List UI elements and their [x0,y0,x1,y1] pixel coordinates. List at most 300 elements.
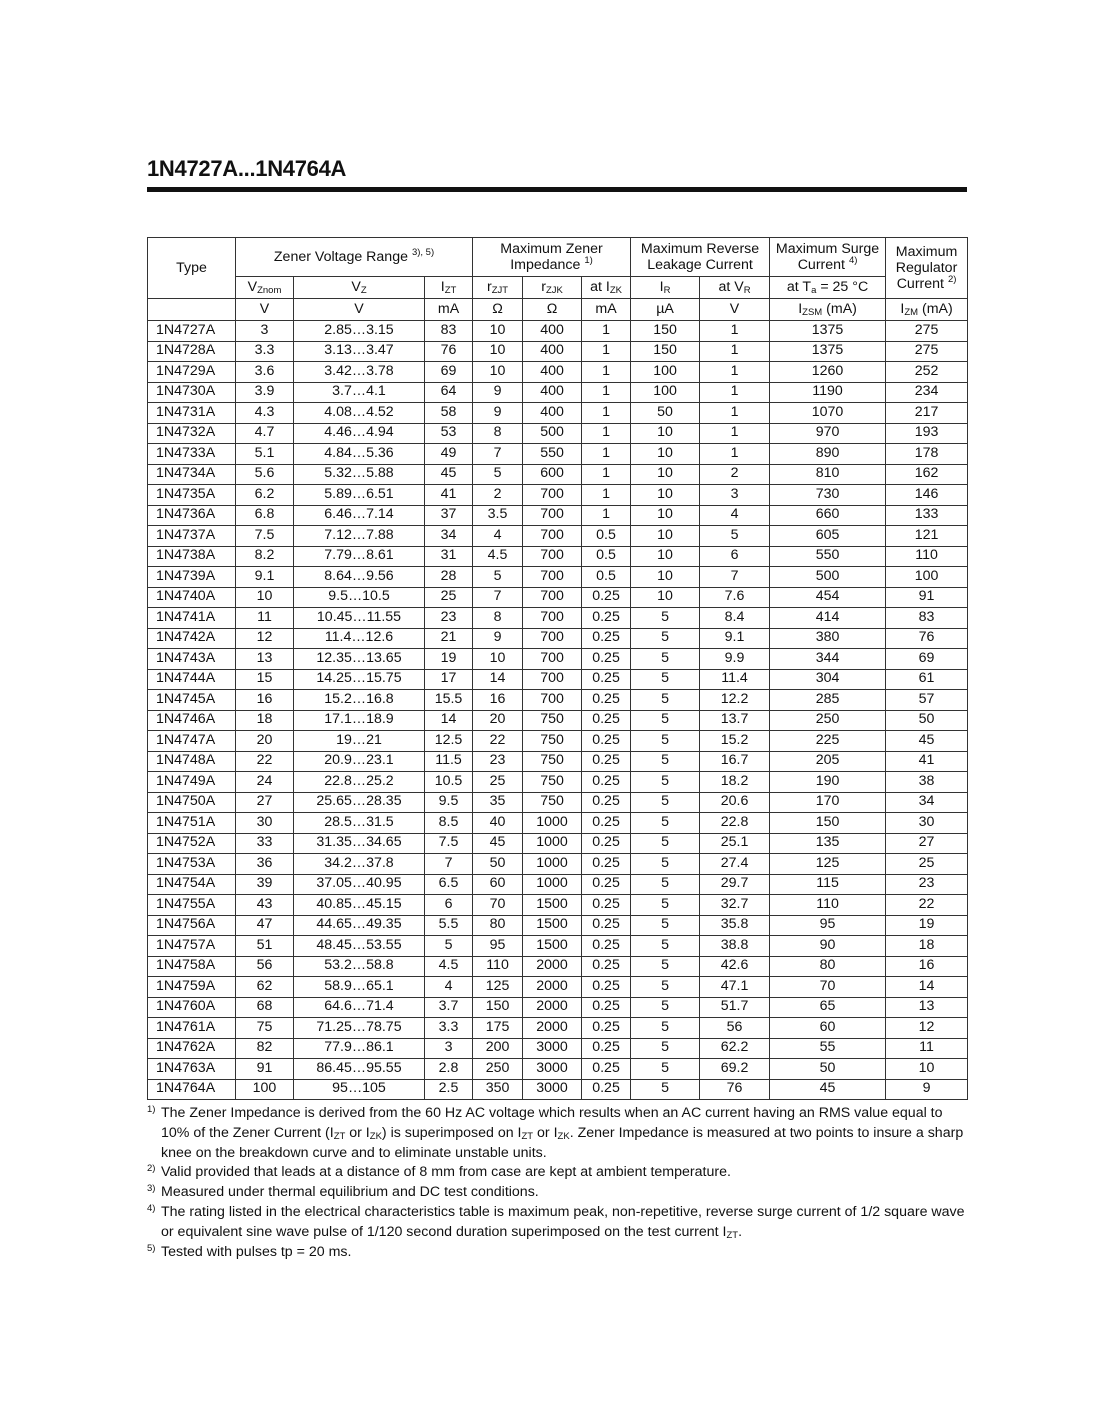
table-row [148,1038,968,1059]
cell-at-vr: 18.2 [700,772,770,793]
cell-vz: 77.9…86.1 [294,1038,425,1059]
cell-rzjt: 8 [473,608,523,629]
cell-at-izk: 1 [582,444,631,465]
cell-rzjk: 2000 [523,956,582,977]
cell-type: 1N4763A [148,1059,236,1080]
cell-izsm: 250 [770,710,886,731]
cell-rzjk: 700 [523,587,582,608]
cell-at-izk: 0.25 [582,1079,631,1100]
footnote [147,1243,967,1263]
cell-vznom: 13 [236,649,294,670]
cell-izt: 3 [425,1038,473,1059]
subheader-rzjk: $r_{ZJK}$ [523,277,582,299]
cell-at-vr: 76 [700,1079,770,1100]
table-row [148,854,968,875]
cell-rzjk: 400 [523,341,582,362]
cell-at-vr: 56 [700,1018,770,1039]
cell-vz: 10.45…11.55 [294,608,425,629]
cell-ir: 10 [631,505,700,526]
cell-at-izk: 0.25 [582,1018,631,1039]
cell-izsm: 890 [770,444,886,465]
cell-izt: 23 [425,608,473,629]
cell-rzjt: 9 [473,403,523,424]
cell-izsm: 190 [770,772,886,793]
cell-izt: 58 [425,403,473,424]
unit-izsm: $I_{ZSM}$ (mA) [770,299,886,321]
cell-rzjt: 8 [473,423,523,444]
footnote-text: The Zener Impedance is derived from the 60 Hz AC voltage which results when an AC current having an RMS value equal to 10% of the Zener Current ($I_{ZT}$ or $I_{ZK}$) is superimposed on $I_{ZT}$ or $I_{ZK}$. Zener Impedance is measured at two points to insure a sharp knee on the breakdown curve and to eliminate unstable units. [161,1105,964,1161]
cell-vznom: 3.3 [236,341,294,362]
cell-rzjt: 350 [473,1079,523,1100]
cell-rzjt: 10 [473,362,523,383]
cell-izt: 2.5 [425,1079,473,1100]
cell-type: 1N4734A [148,464,236,485]
cell-at-izk: 1 [582,341,631,362]
cell-izsm: 285 [770,690,886,711]
cell-vznom: 39 [236,874,294,895]
cell-at-izk: 0.25 [582,997,631,1018]
cell-izt: 6 [425,895,473,916]
cell-izt: 21 [425,628,473,649]
cell-at-izk: 0.25 [582,915,631,936]
cell-vznom: 3.6 [236,362,294,383]
cell-izt: 53 [425,423,473,444]
footnotes [147,1104,967,1262]
cell-izt: 28 [425,567,473,588]
cell-vz: 8.64…9.56 [294,567,425,588]
cell-rzjt: 200 [473,1038,523,1059]
cell-at-izk: 0.5 [582,546,631,567]
cell-rzjt: 45 [473,833,523,854]
cell-rzjk: 1500 [523,936,582,957]
cell-vz: 15.2…16.8 [294,690,425,711]
cell-vz: 4.08…4.52 [294,403,425,424]
cell-izm: 10 [886,1059,968,1080]
cell-rzjk: 400 [523,382,582,403]
cell-vz: 7.79…8.61 [294,546,425,567]
footnote-ref: 3), 5) [411,246,435,258]
cell-vz: 64.6…71.4 [294,997,425,1018]
cell-izm: 45 [886,731,968,752]
cell-vznom: 56 [236,956,294,977]
cell-vznom: 6.8 [236,505,294,526]
cell-type: 1N4740A [148,587,236,608]
cell-izt: 5 [425,936,473,957]
cell-izt: 76 [425,341,473,362]
cell-vznom: 5.1 [236,444,294,465]
cell-at-vr: 62.2 [700,1038,770,1059]
cell-at-izk: 0.25 [582,690,631,711]
electrical-characteristics-table [147,237,968,1100]
table-row [148,526,968,547]
cell-rzjk: 3000 [523,1038,582,1059]
table-row [148,895,968,916]
cell-type: 1N4760A [148,997,236,1018]
cell-at-vr: 9.9 [700,649,770,670]
cell-rzjk: 700 [523,608,582,629]
cell-vznom: 33 [236,833,294,854]
cell-rzjk: 700 [523,669,582,690]
footnote-mark: 2) [147,1163,156,1175]
table-row [148,690,968,711]
footnote-ref: 1) [584,255,593,266]
cell-vz: 71.25…78.75 [294,1018,425,1039]
table-row [148,956,968,977]
cell-ir: 5 [631,895,700,916]
table-row [148,874,968,895]
cell-izsm: 605 [770,526,886,547]
cell-ir: 5 [631,792,700,813]
table-row [148,649,968,670]
cell-ir: 5 [631,813,700,834]
cell-rzjk: 750 [523,772,582,793]
cell-type: 1N4743A [148,649,236,670]
cell-at-izk: 0.25 [582,628,631,649]
table-row [148,464,968,485]
cell-type: 1N4747A [148,731,236,752]
table-row [148,915,968,936]
cell-rzjk: 1000 [523,874,582,895]
cell-ir: 5 [631,628,700,649]
subheader-surge-condition: at $T_a = 25$ °C [770,277,886,299]
cell-rzjk: 3000 [523,1059,582,1080]
cell-at-vr: 8.4 [700,608,770,629]
cell-izsm: 660 [770,505,886,526]
cell-vz: 14.25…15.75 [294,669,425,690]
cell-at-izk: 0.5 [582,526,631,547]
header-max-zener-impedance [473,238,631,277]
cell-izsm: 304 [770,669,886,690]
cell-rzjk: 700 [523,649,582,670]
footnote-mark: 1) [147,1104,156,1115]
cell-izt: 12.5 [425,731,473,752]
cell-at-vr: 29.7 [700,874,770,895]
cell-at-vr: 12.2 [700,690,770,711]
cell-ir: 100 [631,362,700,383]
cell-at-izk: 0.25 [582,587,631,608]
cell-vz: 3.42…3.78 [294,362,425,383]
cell-ir: 5 [631,977,700,998]
cell-rzjk: 2000 [523,977,582,998]
cell-at-vr: 1 [700,321,770,342]
cell-rzjk: 700 [523,690,582,711]
cell-izsm: 50 [770,1059,886,1080]
cell-rzjk: 700 [523,526,582,547]
cell-izsm: 1260 [770,362,886,383]
cell-izm: 19 [886,915,968,936]
cell-ir: 10 [631,423,700,444]
cell-rzjk: 400 [523,403,582,424]
cell-izm: 13 [886,997,968,1018]
cell-izt: 45 [425,464,473,485]
cell-at-vr: 38.8 [700,936,770,957]
cell-at-izk: 0.25 [582,895,631,916]
cell-izsm: 135 [770,833,886,854]
cell-izt: 11.5 [425,751,473,772]
cell-at-izk: 0.25 [582,936,631,957]
cell-izt: 41 [425,485,473,506]
cell-izm: 275 [886,321,968,342]
cell-at-izk: 1 [582,403,631,424]
cell-type: 1N4762A [148,1038,236,1059]
cell-vz: 5.32…5.88 [294,464,425,485]
table-row [148,1018,968,1039]
cell-at-izk: 0.25 [582,977,631,998]
cell-rzjk: 550 [523,444,582,465]
cell-vznom: 51 [236,936,294,957]
cell-vz: 3.13…3.47 [294,341,425,362]
header-max-reverse-leakage-label: Maximum Reverse Leakage Current [640,240,760,273]
header-max-surge-current-label: Maximum Surge Current [775,240,880,273]
header-zener-voltage-range-label: Zener Voltage Range [273,248,408,265]
cell-vznom: 15 [236,669,294,690]
cell-vz: 4.46…4.94 [294,423,425,444]
table-row [148,505,968,526]
cell-vznom: 4.7 [236,423,294,444]
cell-at-izk: 0.25 [582,649,631,670]
cell-type: 1N4742A [148,628,236,649]
cell-izt: 6.5 [425,874,473,895]
cell-rzjk: 700 [523,628,582,649]
cell-rzjt: 14 [473,669,523,690]
cell-izt: 10.5 [425,772,473,793]
cell-type: 1N4730A [148,382,236,403]
cell-at-vr: 20.6 [700,792,770,813]
cell-type: 1N4749A [148,772,236,793]
cell-rzjk: 750 [523,792,582,813]
cell-at-izk: 1 [582,423,631,444]
cell-izm: 12 [886,1018,968,1039]
cell-izt: 4 [425,977,473,998]
table-row [148,444,968,465]
cell-at-vr: 1 [700,341,770,362]
subheader-vznom: $V_{Znom}$ [236,277,294,299]
cell-ir: 100 [631,382,700,403]
cell-izm: 146 [886,485,968,506]
cell-izt: 14 [425,710,473,731]
cell-rzjk: 400 [523,321,582,342]
cell-izsm: 1070 [770,403,886,424]
table-row [148,772,968,793]
cell-izt: 69 [425,362,473,383]
cell-ir: 5 [631,731,700,752]
cell-ir: 5 [631,751,700,772]
cell-rzjk: 600 [523,464,582,485]
cell-izsm: 55 [770,1038,886,1059]
cell-vznom: 6.2 [236,485,294,506]
cell-at-izk: 0.25 [582,669,631,690]
cell-type: 1N4754A [148,874,236,895]
cell-type: 1N4758A [148,956,236,977]
cell-vz: 95…105 [294,1079,425,1100]
cell-vznom: 10 [236,587,294,608]
cell-type: 1N4739A [148,567,236,588]
table-row [148,731,968,752]
cell-izm: 50 [886,710,968,731]
cell-at-vr: 35.8 [700,915,770,936]
cell-type: 1N4764A [148,1079,236,1100]
cell-izt: 19 [425,649,473,670]
cell-at-vr: 51.7 [700,997,770,1018]
cell-rzjt: 3.5 [473,505,523,526]
cell-izsm: 60 [770,1018,886,1039]
cell-vznom: 47 [236,915,294,936]
cell-vz: 20.9…23.1 [294,751,425,772]
cell-ir: 5 [631,710,700,731]
cell-type: 1N4753A [148,854,236,875]
cell-ir: 10 [631,526,700,547]
cell-ir: 5 [631,915,700,936]
cell-at-izk: 0.25 [582,772,631,793]
header-zener-voltage-range [236,238,473,277]
cell-at-vr: 7 [700,567,770,588]
footnote-text: Measured under thermal equilibrium and DC test conditions. [161,1184,539,1201]
cell-at-vr: 1 [700,403,770,424]
cell-izt: 4.5 [425,956,473,977]
cell-izm: 25 [886,854,968,875]
cell-type: 1N4732A [148,423,236,444]
cell-at-vr: 47.1 [700,977,770,998]
cell-izt: 25 [425,587,473,608]
cell-rzjt: 35 [473,792,523,813]
footnote [147,1183,967,1203]
cell-rzjt: 250 [473,1059,523,1080]
cell-at-izk: 1 [582,485,631,506]
header-max-surge-current [770,238,886,277]
cell-at-izk: 0.25 [582,731,631,752]
cell-izm: 61 [886,669,968,690]
cell-vz: 25.65…28.35 [294,792,425,813]
cell-izt: 9.5 [425,792,473,813]
cell-izt: 64 [425,382,473,403]
cell-rzjk: 2000 [523,1018,582,1039]
cell-izm: 178 [886,444,968,465]
cell-ir: 5 [631,608,700,629]
cell-rzjk: 1500 [523,895,582,916]
cell-izsm: 80 [770,956,886,977]
cell-at-vr: 13.7 [700,710,770,731]
table-row [148,485,968,506]
cell-at-vr: 4 [700,505,770,526]
cell-vznom: 12 [236,628,294,649]
cell-ir: 5 [631,1018,700,1039]
cell-type: 1N4745A [148,690,236,711]
cell-at-vr: 15.2 [700,731,770,752]
cell-izm: 133 [886,505,968,526]
cell-ir: 5 [631,936,700,957]
cell-vz: 44.65…49.35 [294,915,425,936]
cell-ir: 5 [631,1079,700,1100]
cell-izt: 31 [425,546,473,567]
cell-izsm: 90 [770,936,886,957]
table-row [148,997,968,1018]
cell-at-vr: 16.7 [700,751,770,772]
cell-izm: 91 [886,587,968,608]
cell-rzjt: 20 [473,710,523,731]
cell-at-izk: 1 [582,505,631,526]
cell-izm: 252 [886,362,968,383]
cell-rzjt: 10 [473,649,523,670]
footnote [147,1163,967,1183]
cell-vznom: 100 [236,1079,294,1100]
cell-vznom: 30 [236,813,294,834]
cell-at-vr: 9.1 [700,628,770,649]
cell-izt: 7 [425,854,473,875]
unit-izm: $I_{ZM}$ (mA) [886,299,968,321]
cell-izm: 57 [886,690,968,711]
cell-at-vr: 22.8 [700,813,770,834]
cell-izsm: 730 [770,485,886,506]
cell-izt: 2.8 [425,1059,473,1080]
cell-izsm: 225 [770,731,886,752]
subheader-rzjt: $r_{ZJT}$ [473,277,523,299]
cell-ir: 5 [631,874,700,895]
cell-ir: 5 [631,956,700,977]
table-row [148,628,968,649]
footnote-mark: 4) [147,1202,156,1214]
cell-ir: 5 [631,833,700,854]
cell-vznom: 36 [236,854,294,875]
cell-rzjt: 16 [473,690,523,711]
cell-at-vr: 3 [700,485,770,506]
cell-at-izk: 1 [582,321,631,342]
cell-rzjt: 70 [473,895,523,916]
cell-at-vr: 69.2 [700,1059,770,1080]
unit-izt: mA [425,299,473,321]
cell-izsm: 110 [770,895,886,916]
table-row [148,1079,968,1100]
header-max-regulator-current-label: Maximum Regulator Current [895,243,958,293]
table-row [148,546,968,567]
unit-vz: V [294,299,425,321]
cell-at-izk: 0.25 [582,1059,631,1080]
cell-vz: 6.46…7.14 [294,505,425,526]
cell-vz: 3.7…4.1 [294,382,425,403]
table-row [148,587,968,608]
cell-vz: 28.5…31.5 [294,813,425,834]
cell-izt: 49 [425,444,473,465]
cell-vz: 40.85…45.15 [294,895,425,916]
table-row [148,362,968,383]
header-max-reverse-leakage [631,238,770,277]
cell-ir: 10 [631,444,700,465]
cell-at-vr: 7.6 [700,587,770,608]
cell-izm: 193 [886,423,968,444]
cell-rzjk: 750 [523,710,582,731]
cell-rzjk: 500 [523,423,582,444]
cell-izm: 23 [886,874,968,895]
cell-rzjk: 1500 [523,915,582,936]
cell-type: 1N4761A [148,1018,236,1039]
cell-at-vr: 27.4 [700,854,770,875]
cell-at-vr: 1 [700,444,770,465]
cell-rzjk: 1000 [523,854,582,875]
cell-vznom: 27 [236,792,294,813]
cell-vznom: 5.6 [236,464,294,485]
cell-vz: 2.85…3.15 [294,321,425,342]
cell-izt: 34 [425,526,473,547]
cell-rzjk: 400 [523,362,582,383]
cell-type: 1N4727A [148,321,236,342]
footnote-text: Valid provided that leads at a distance of 8 mm from case are kept at ambient temperature. [161,1164,731,1181]
cell-type: 1N4737A [148,526,236,547]
cell-vznom: 18 [236,710,294,731]
cell-izt: 83 [425,321,473,342]
subheader-izt: $I_{ZT}$ [425,277,473,299]
cell-at-izk: 1 [582,464,631,485]
cell-type: 1N4759A [148,977,236,998]
cell-izsm: 205 [770,751,886,772]
